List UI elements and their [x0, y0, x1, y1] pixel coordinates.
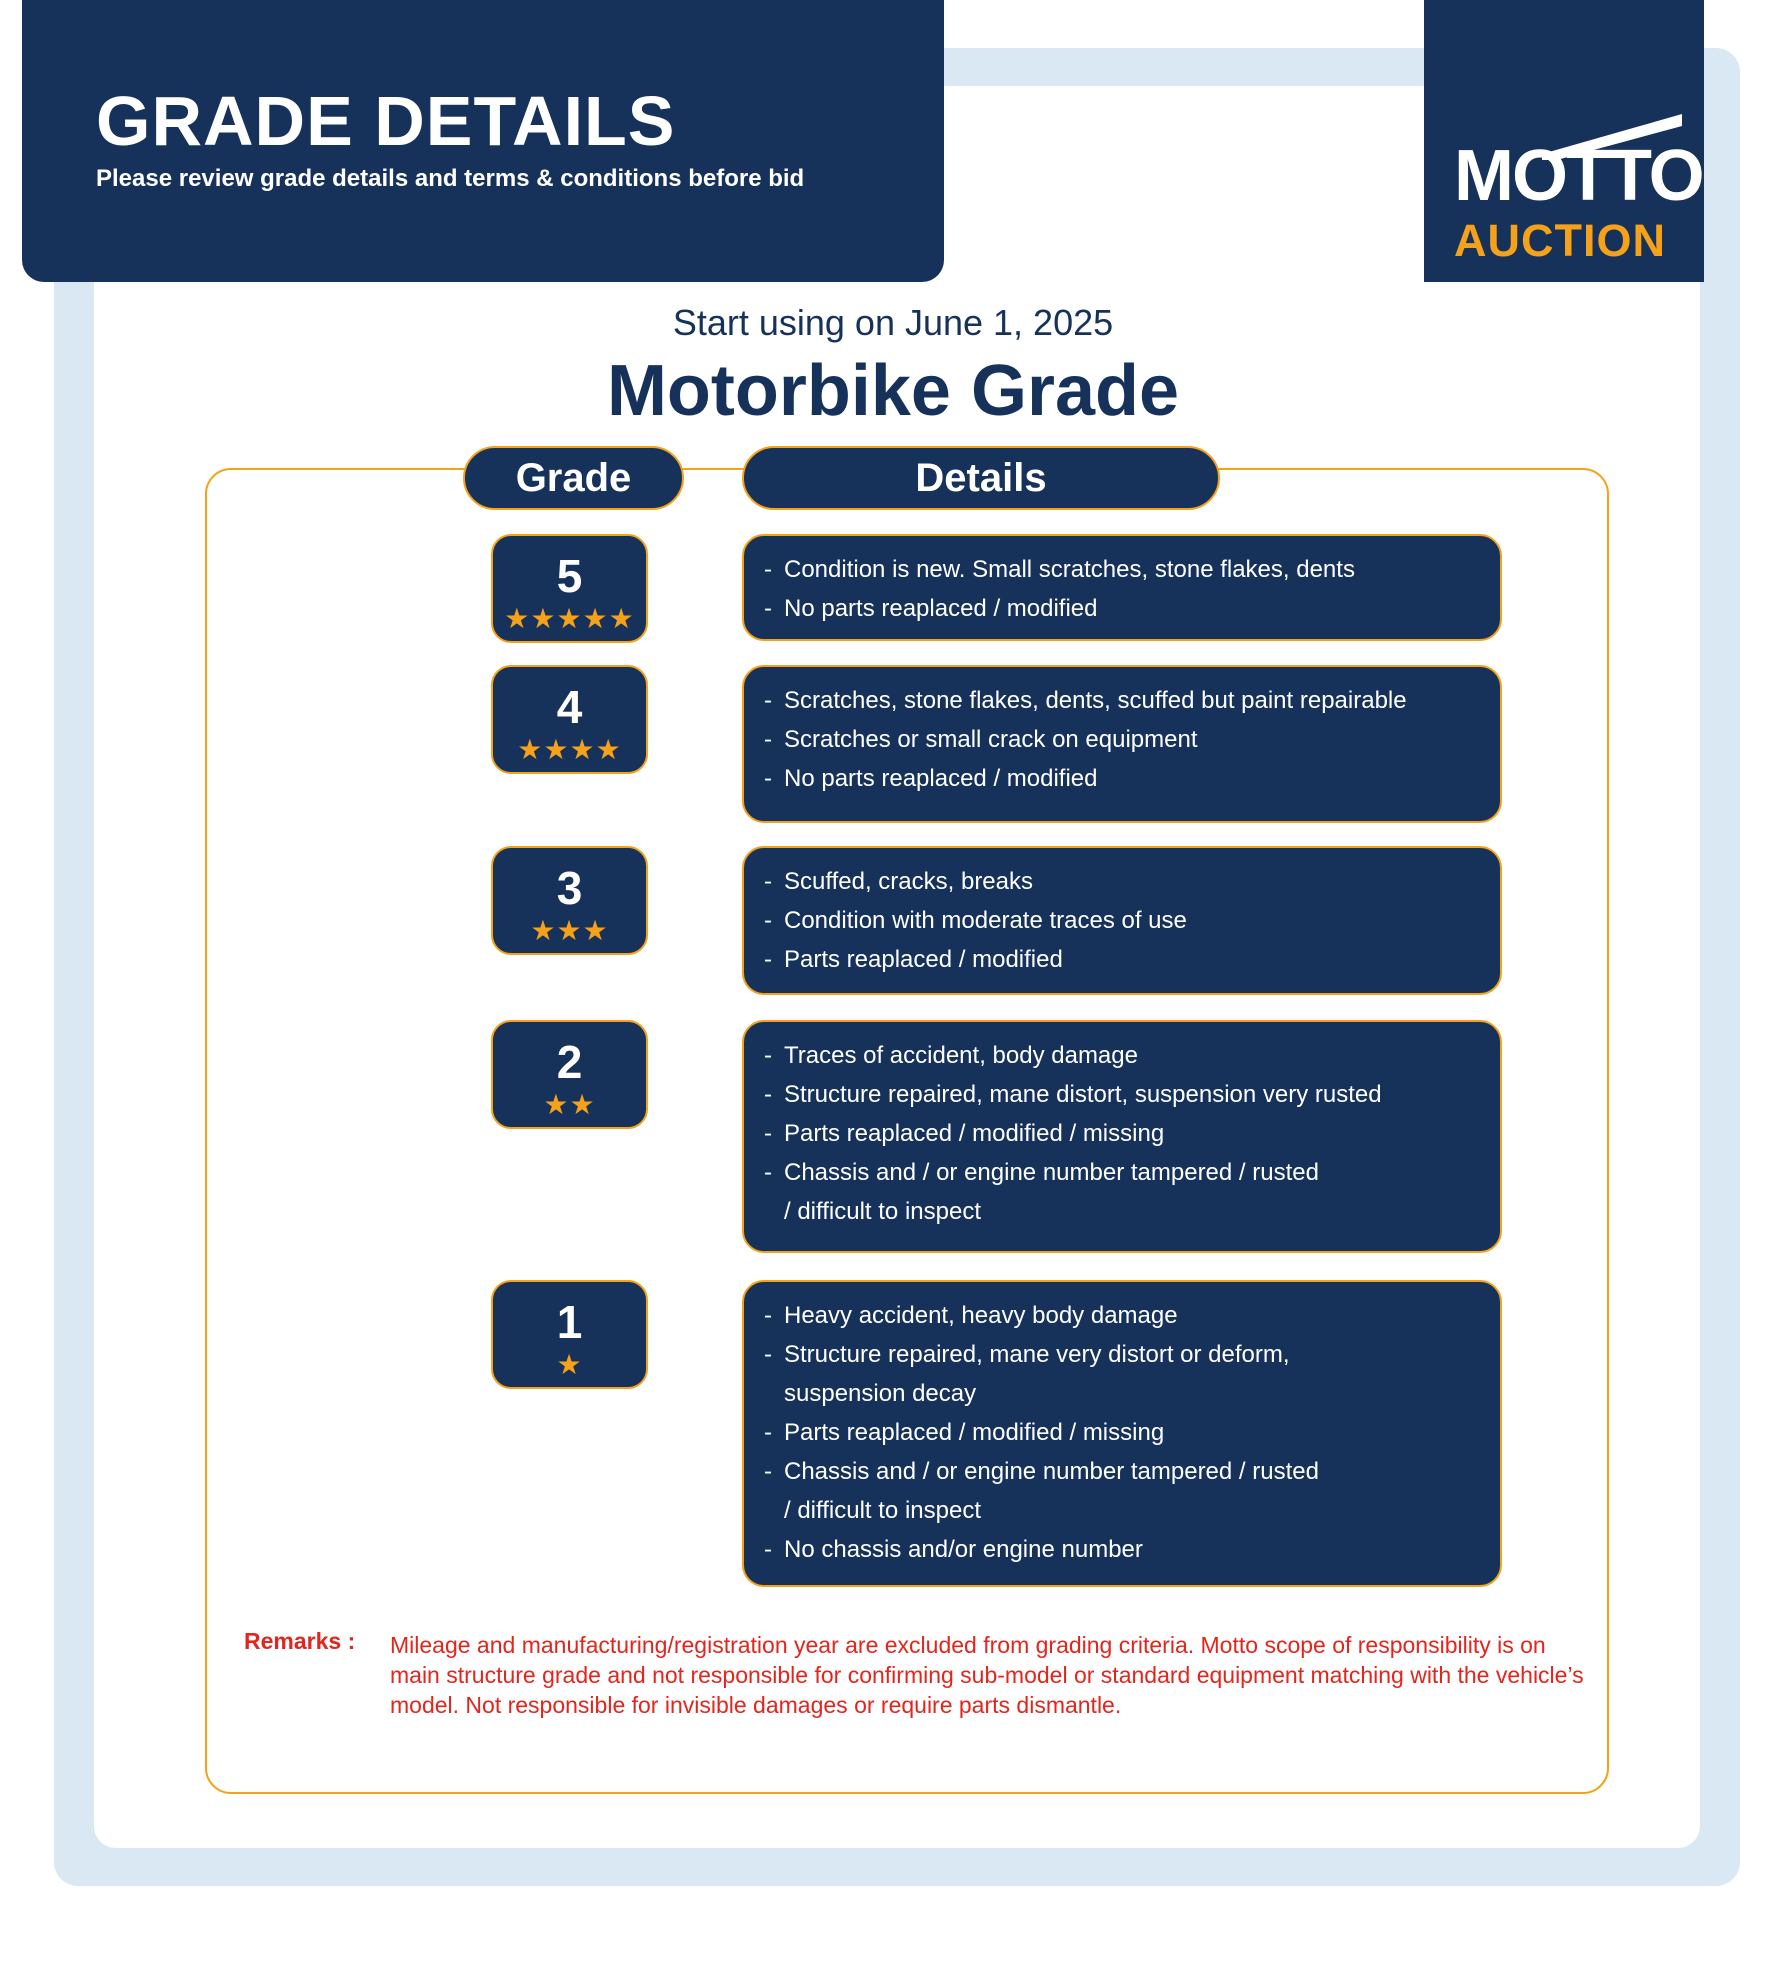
- grade-badge-1: [491, 1280, 648, 1389]
- detail-item: - No parts reaplaced / modified: [764, 595, 1098, 622]
- grade-details-1: [742, 1280, 1502, 1587]
- grade-details-2: [742, 1020, 1502, 1253]
- star-rating-icon: ★: [556, 1349, 583, 1380]
- detail-item: - Condition is new. Small scratches, stone flakes, dents: [764, 556, 1355, 583]
- detail-item-continuation: / difficult to inspect: [784, 1497, 981, 1524]
- grade-badge-5: [491, 534, 648, 643]
- remarks-label: Remarks :: [244, 1628, 356, 1654]
- header-banner: [22, 0, 944, 282]
- detail-item: - Heavy accident, heavy body damage: [764, 1302, 1178, 1329]
- grade-number: 3: [556, 862, 583, 914]
- grade-badge-3: [491, 846, 648, 955]
- detail-item: - Scratches, stone flakes, dents, scuffed but paint repairable: [764, 687, 1407, 714]
- grade-number: 5: [556, 550, 583, 602]
- detail-item: - Traces of accident, body damage: [764, 1042, 1138, 1069]
- detail-item: - Structure repaired, mane distort, suspension very rusted: [764, 1081, 1382, 1108]
- grade-badge-2: [491, 1020, 648, 1129]
- star-rating-icon: ★★★★★: [504, 603, 635, 634]
- page-title: GRADE DETAILS: [96, 82, 676, 160]
- details-column-header: Details: [742, 446, 1220, 510]
- start-date: Start using on June 1, 2025: [672, 302, 1114, 343]
- grade-number: 2: [556, 1036, 583, 1088]
- detail-item: - Parts reaplaced / modified / missing: [764, 1120, 1165, 1147]
- grade-column-header: Grade: [463, 446, 684, 510]
- detail-item-continuation: / difficult to inspect: [784, 1198, 981, 1225]
- detail-item: - Scratches or small crack on equipment: [764, 726, 1198, 753]
- page-subtitle: Please review grade details and terms & conditions before bid: [96, 165, 805, 192]
- detail-item: - Parts reaplaced / modified / missing: [764, 1419, 1165, 1446]
- detail-item-continuation: suspension decay: [784, 1380, 977, 1407]
- grade-details-4: [742, 665, 1502, 823]
- star-rating-icon: ★★★★: [517, 734, 622, 765]
- remarks-text: Mileage and manufacturing/registration year are excluded from grading criteria. Motto scope of responsibility is on main structure grade and not responsible for confirming sub-model or standard equipment matching with the vehicle’s model. Not responsible for invisible damages or require parts dismantle.: [390, 1632, 1584, 1718]
- detail-item: - Structure repaired, mane very distort or deform,: [764, 1341, 1290, 1368]
- motto-auction-logo: [1424, 0, 1704, 282]
- detail-item: - Chassis and / or engine number tampered / rusted: [764, 1458, 1319, 1485]
- logo-subtext: AUCTION: [1454, 215, 1666, 266]
- section-title: Motorbike Grade: [606, 351, 1180, 431]
- grade-number: 4: [556, 681, 583, 733]
- logo-wordmark: MOTTO: [1454, 136, 1703, 216]
- star-rating-icon: ★★: [543, 1089, 596, 1120]
- detail-item: - Chassis and / or engine number tampered / rusted: [764, 1159, 1319, 1186]
- detail-item: - No parts reaplaced / modified: [764, 765, 1098, 792]
- detail-item: - Scuffed, cracks, breaks: [764, 868, 1033, 895]
- detail-item: - Parts reaplaced / modified: [764, 946, 1063, 973]
- grade-number: 1: [556, 1296, 583, 1348]
- star-rating-icon: ★★★: [530, 915, 609, 946]
- grade-details-3: [742, 846, 1502, 995]
- grade-details-5: [742, 534, 1502, 641]
- grade-badge-4: [491, 665, 648, 774]
- detail-item: - No chassis and/or engine number: [764, 1536, 1143, 1563]
- detail-item: - Condition with moderate traces of use: [764, 907, 1187, 934]
